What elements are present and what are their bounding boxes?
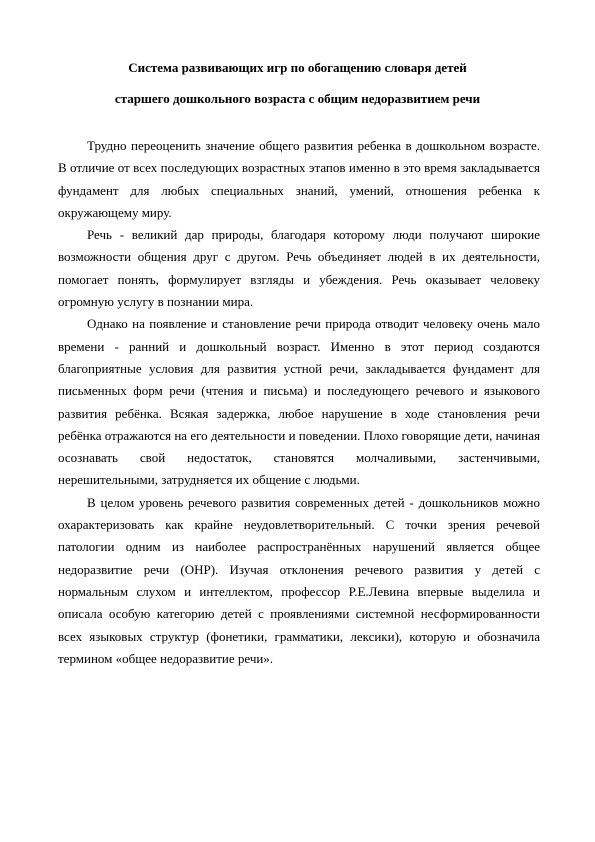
paragraph-4: В целом уровень речевого развития современных детей - дошкольников можно охарактеризовать как крайне неудовлетворительный. С точки зрения речевой патологии одним из наиболее распространённых нарушений является общее недоразвитие речи (ОНР). Изучая отклонения речевого развития у детей с нормальным слухом и интеллектом, профессор Р.Е.Левина впервые выделила и описала особую категорию детей с проявлениями системной несформированности всех языковых структур (фонетики, грамматики, лексики), которую и обозначила термином «общее недоразвитие речи». [58,494,540,666]
paragraph-1: Трудно переоценить значение общего развития ребенка в дошкольном возрасте. В отличие от всех последующих возрастных этапов именно в это время закладывается фундамент для любых специальных знаний, умений, отношения ребенка к окружающему миру. [58,138,540,220]
paragraph-2: Речь - великий дар природы, благодаря которому люди получают широкие возможности общения друг с другом. Речь объединяет людей в их деятельности, помогает понять, формулирует взгляды и убеждения. Речь оказывает человеку огромную услугу в познании мира. [58,227,540,310]
paragraph-3: Однако на появление и становление речи природа отводит человеку очень мало времени - ранний и дошкольный возраст. Именно в этот период создаются благоприятные условия для развития устной речи, закладывается фундамент для письменных форм речи (чтения и письма) и последующего речевого и языкового развития ребёнка. Всякая задержка, любое нарушение в ходе становления речи ребёнка отражаются на его деятельности и поведении. Плохо говорящие дети, начиная осознавать свой недостаток, становятся молчаливыми, застенчивыми, нерешительными, затрудняется их общение с людьми. [58,316,540,488]
document-body [58,135,540,670]
title-line-2: старшего дошкольного возраста с общим недоразвитием речи [114,91,481,106]
title-line-1: Система развивающих игр по обогащению словаря детей [128,60,467,75]
document-title [0,52,595,114]
